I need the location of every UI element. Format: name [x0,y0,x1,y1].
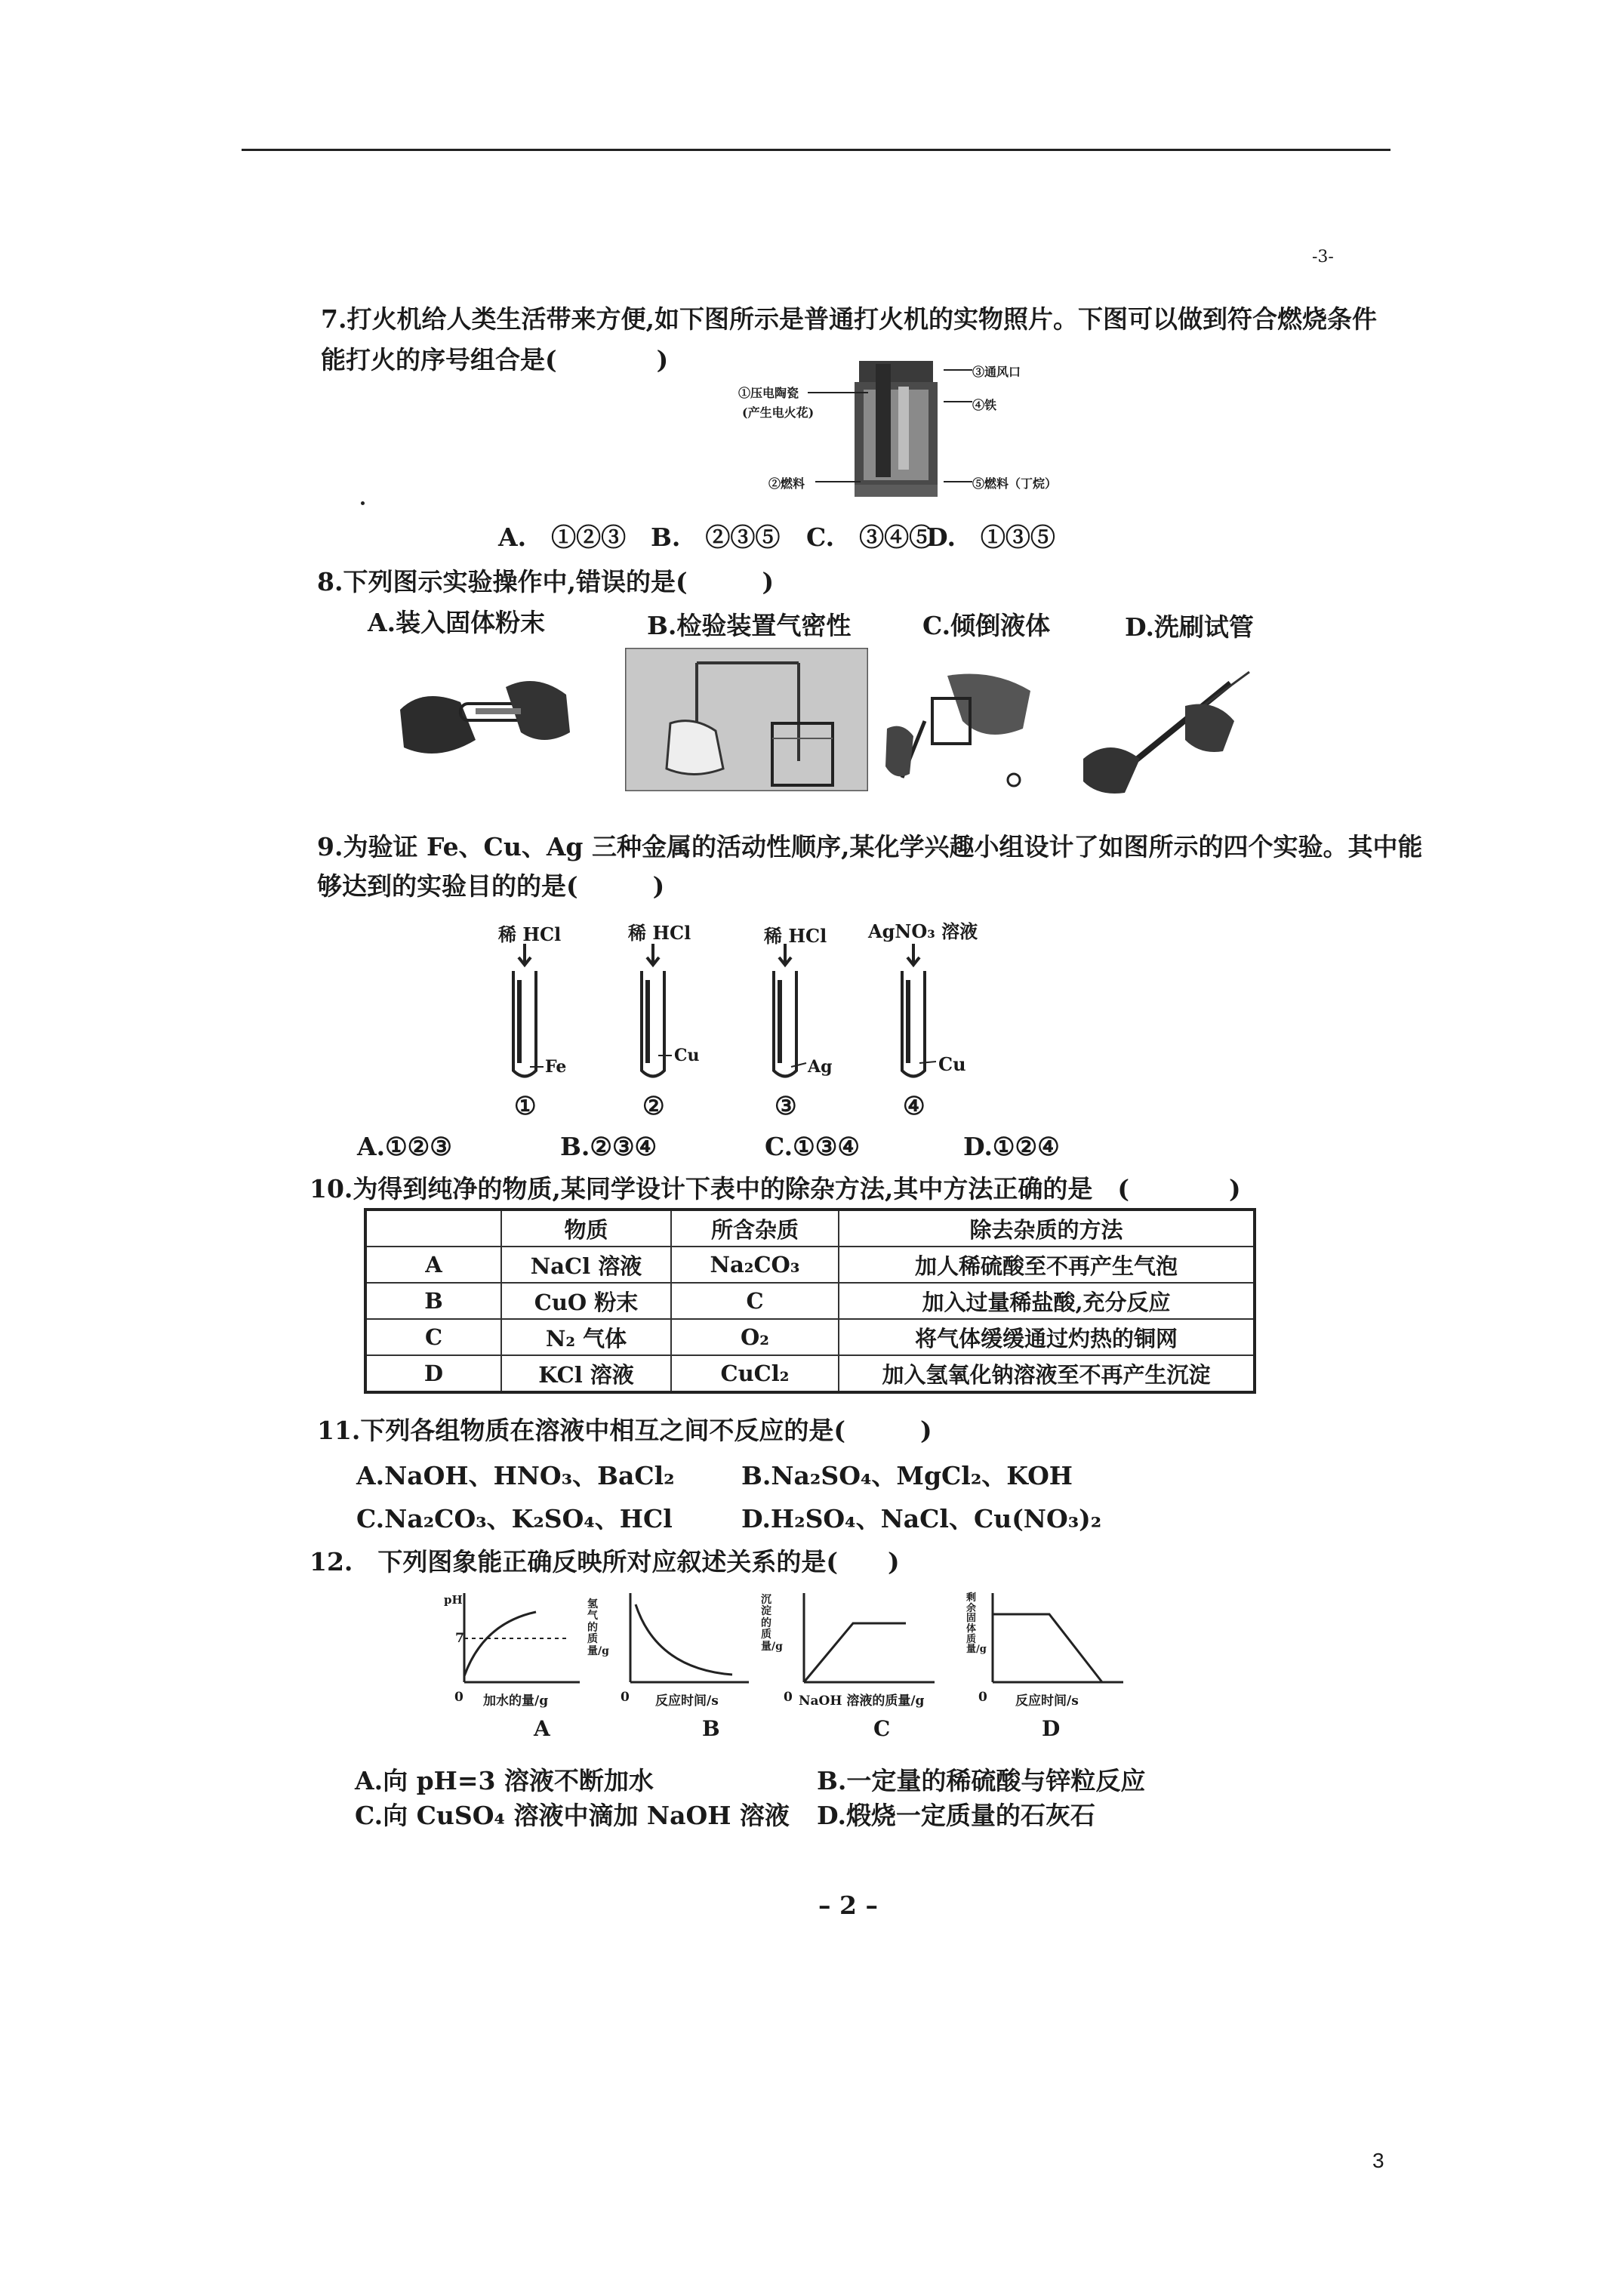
tube4-metal: Cu [938,1053,966,1075]
table-header-cell: 物质 [501,1210,671,1247]
table-cell: A [365,1247,501,1283]
lighter-label-1: ①压电陶瓷 [738,386,799,400]
q8-label-b: B.检验装置气密性 [647,611,852,640]
lighter-leader-lines [800,362,974,491]
q8-label-a: A.装入固体粉末 [368,608,546,637]
header-rule [242,149,1390,151]
table-cell: KCl 溶液 [501,1355,671,1392]
table-cell: Na₂CO₃ [671,1247,839,1283]
q9-option-d: D.①②④ [963,1132,1060,1161]
graph-a [453,1593,581,1691]
q8-label-d: D.洗刷试管 [1125,612,1254,642]
tube1-number: ① [514,1091,537,1120]
tube2-metal: Cu [674,1046,700,1065]
lighter-label-4: ④铁 [972,398,997,412]
q8-label-c: C.倾倒液体 [922,611,1051,640]
stray-dot [361,501,365,505]
table-row [365,1355,1255,1392]
q9-option-b: B.②③④ [560,1132,658,1161]
q9-option-a: A.①②③ [357,1132,452,1161]
tube2-number: ② [642,1091,665,1120]
table-cell: 将气体缓缓通过灼热的铜网 [839,1319,1255,1355]
table-cell: C [365,1319,501,1355]
table-cell: B [365,1283,501,1319]
q7-stem-line1: 7.打火机给人类生活带来方便,如下图所示是普通打火机的实物照片。下图可以做到符合燃烧条件 [321,304,1377,334]
tube4-reagent: AgNO₃ 溶液 [868,920,978,942]
table-header-cell [365,1210,501,1247]
table-cell: CuO 粉末 [501,1283,671,1319]
page-mark: -3- [1312,248,1334,267]
graph-d-letter: D [1042,1716,1061,1741]
q7-option-c: C. ③④⑤ [806,522,935,552]
q12-stem: 12. 下列图象能正确反映所对应叙述关系的是( ) [310,1547,900,1576]
graph-d-xlabel: 反应时间/s [1015,1693,1079,1709]
table-cell: D [365,1355,501,1392]
q9-stem-line2: 够达到的实验目的的是( ) [317,871,665,901]
lighter-label-5: ⑤燃料（丁烷） [972,476,1058,491]
table-row [365,1319,1255,1355]
tube3-reagent: 稀 HCl [764,925,827,947]
q12-option-c: C.向 CuSO₄ 溶液中滴加 NaOH 溶液 [355,1801,790,1830]
tube1-metal: Fe [545,1057,567,1077]
graph-c [793,1593,936,1691]
table-cell: C [671,1283,839,1319]
tube1-reagent: 稀 HCl [498,923,562,945]
q11-option-a: A.NaOH、HNO₃、BaCl₂ [356,1461,675,1490]
graph-b [619,1593,751,1691]
graph-a-xlabel: 加水的量/g [483,1693,549,1709]
graph-c-ylabel: 沉淀的质量/g [761,1594,783,1653]
q8-image-d [1079,668,1253,797]
q8-image-b [625,648,868,791]
table-cell: N₂ 气体 [501,1319,671,1355]
graph-b-letter: B [702,1716,720,1741]
graph-d-origin: 0 [978,1690,987,1705]
tube4-number: ④ [903,1091,925,1120]
q9-stem-line1: 9.为验证 Fe、Cu、Ag 三种金属的活动性顺序,某化学兴趣小组设计了如图所示的四个实验。其中能 [317,832,1423,861]
tube2-reagent: 稀 HCl [628,922,691,944]
graph-b-origin: 0 [621,1690,630,1705]
graph-d [981,1593,1125,1691]
q8-stem: 8.下列图示实验操作中,错误的是( ) [317,567,775,596]
table-cell: O₂ [671,1319,839,1355]
graph-d-ylabel: 剩余固体质量/g [966,1592,987,1656]
q7-option-a: A. ①②③ [498,522,627,552]
page-number-right: 3 [1372,2149,1384,2172]
graph-b-xlabel: 反应时间/s [655,1693,719,1709]
q10-stem: 10.为得到纯净的物质,某同学设计下表中的除杂方法,其中方法正确的是 ( ) [310,1174,1241,1203]
graph-b-ylabel: 氢气的质量/g [587,1598,609,1657]
lighter-label-3: ③通风口 [972,365,1021,379]
tube3-metal: Ag [808,1057,833,1077]
q9-option-c: C.①③④ [765,1132,860,1161]
q11-option-d: D.H₂SO₄、NaCl、Cu(NO₃)₂ [741,1504,1102,1533]
graph-c-xlabel: NaOH 溶液的质量/g [799,1693,925,1709]
q10-table [364,1208,1256,1394]
table-cell: 加入氢氧化钠溶液至不再产生沉淀 [839,1355,1255,1392]
lighter-label-2: ②燃料 [768,476,805,491]
table-cell: CuCl₂ [671,1355,839,1392]
q12-option-d: D.煅烧一定质量的石灰石 [817,1801,1095,1830]
q8-image-c [879,668,1042,789]
q12-option-a: A.向 pH=3 溶液不断加水 [355,1766,654,1795]
table-header-cell: 所含杂质 [671,1210,839,1247]
table-cell: 加入过量稀盐酸,充分反应 [839,1283,1255,1319]
lighter-label-1b: (产生电火花) [742,405,815,420]
q7-option-b: B. ②③⑤ [651,522,781,552]
table-header-row [365,1210,1255,1247]
q12-option-b: B.一定量的稀硫酸与锌粒反应 [817,1766,1146,1795]
graph-c-origin: 0 [784,1690,793,1705]
table-cell: 加人稀硫酸至不再产生气泡 [839,1247,1255,1283]
graph-a-letter: A [534,1716,550,1741]
graph-a-origin: 0 [454,1690,463,1705]
graph-a-ylabel: pH [444,1593,463,1607]
q7-option-d: D. ①③⑤ [926,522,1055,552]
table-header-cell: 除去杂质的方法 [839,1210,1255,1247]
table-row [365,1283,1255,1319]
table-cell: NaCl 溶液 [501,1247,671,1283]
q11-stem: 11.下列各组物质在溶液中相互之间不反应的是( ) [317,1416,932,1445]
q11-option-b: B.Na₂SO₄、MgCl₂、KOH [741,1461,1073,1490]
page-number-center: – 2 – [818,1891,878,1920]
table-row [365,1247,1255,1283]
q8-image-a [393,657,577,770]
graph-c-letter: C [873,1716,891,1741]
q11-option-c: C.Na₂CO₃、K₂SO₄、HCl [356,1504,673,1533]
graph-a-tick: 7 [455,1631,464,1646]
q7-stem-line2: 能打火的序号组合是( ) [321,345,669,374]
tube3-number: ③ [775,1091,797,1120]
